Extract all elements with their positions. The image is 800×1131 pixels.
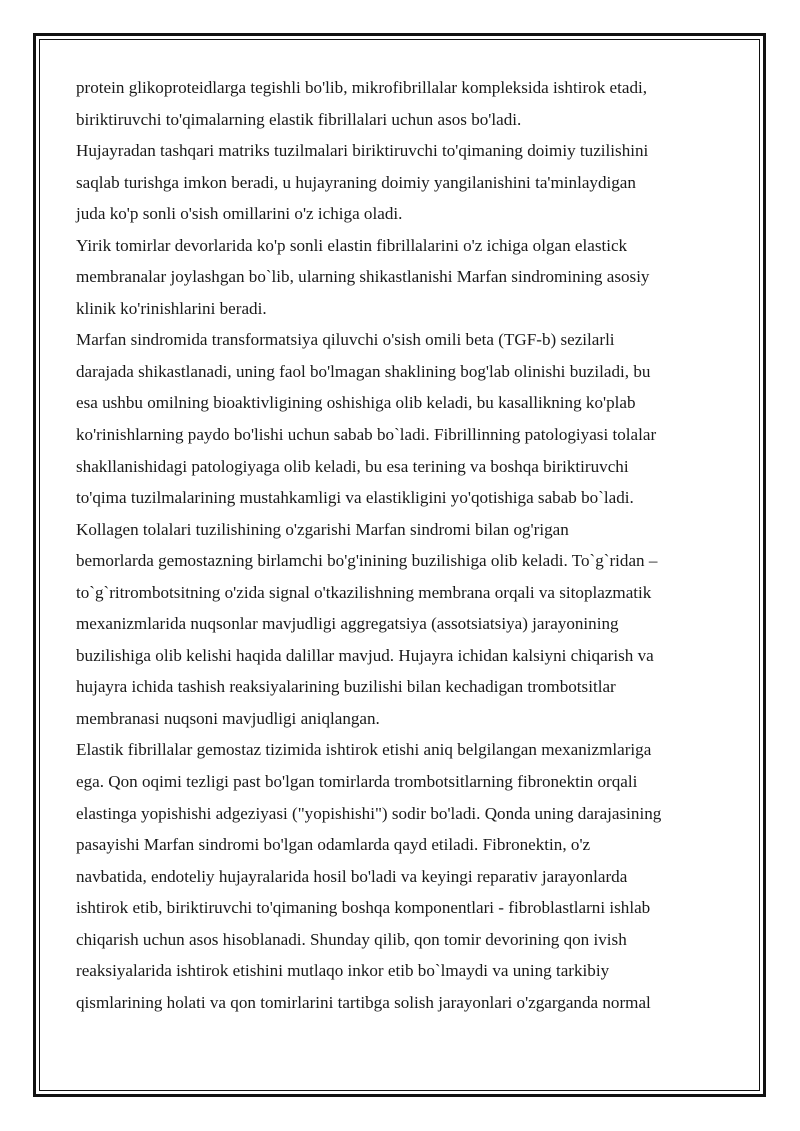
text-line: Elastik fibrillalar gemostaz tizimida ishtirok etishi aniq belgilangan mexanizmlariga xyxy=(76,740,652,760)
text-line: shakllanishidagi patologiyaga olib keladi, bu esa terining va boshqa biriktiruvchi xyxy=(76,456,629,476)
text-line: buzilishiga olib kelishi haqida dalillar mavjud. Hujayra ichidan kalsiyni chiqarish va xyxy=(76,645,654,665)
text-line: juda ko'p sonli o'sish omillarini o'z ichiga oladi. xyxy=(76,204,403,224)
text-line: membranalar joylashgan bo`lib, ularning shikastlanishi Marfan sindromining asosiy xyxy=(76,267,650,287)
text-line: klinik ko'rinishlarini beradi. xyxy=(76,298,267,318)
text-line: ishtirok etib, biriktiruvchi to'qimaning boshqa komponentlari - fibroblastlarni ishlab xyxy=(76,898,651,918)
document-body-text xyxy=(76,72,728,1018)
text-line: darajada shikastlanadi, uning faol bo'lmagan shaklining bog'lab olinishi buziladi, bu xyxy=(76,361,651,381)
text-line: hujayra ichida tashish reaksiyalarining buzilishi bilan kechadigan trombotsitlar xyxy=(76,677,616,697)
text-line: bemorlarda gemostazning birlamchi bo'g'inining buzilishiga olib keladi. To`g`ridan – xyxy=(76,551,658,571)
text-line: navbatida, endoteliy hujayralarida hosil bo'ladi va keyingi reparativ jarayonlarda xyxy=(76,866,628,886)
text-line: chiqarish uchun asos hisoblanadi. Shunday qilib, qon tomir devorining qon ivish xyxy=(76,929,627,949)
text-line: Marfan sindromida transformatsiya qiluvchi o'sish omili beta (TGF-b) sezilarli xyxy=(76,330,615,350)
text-line: protein glikoproteidlarga tegishli bo'lib, mikrofibrillalar kompleksida ishtirok etadi, xyxy=(76,78,648,97)
text-line: Hujayradan tashqari matriks tuzilmalari biriktiruvchi to'qimaning doimiy tuzilishini xyxy=(76,141,649,161)
text-line: pasayishi Marfan sindromi bo'lgan odamlarda qayd etiladi. Fibronektin, o'z xyxy=(76,835,591,855)
text-line: membranasi nuqsoni mavjudligi aniqlangan. xyxy=(76,708,380,728)
text-line: reaksiyalarida ishtirok etishini mutlaqo inkor etib bo`lmaydi va uning tarkibiy xyxy=(76,961,610,981)
text-line: Kollagen tolalari tuzilishining o'zgarishi Marfan sindromi bilan og'rigan xyxy=(76,519,569,539)
text-line: qismlarining holati va qon tomirlarini tartibga solish jarayonlari o'zgarganda normal xyxy=(76,992,651,1012)
text-line: mexanizmlarida nuqsonlar mavjudligi aggregatsiya (assotsiatsiya) jarayonining xyxy=(76,614,619,634)
text-line: ko'rinishlarning paydo bo'lishi uchun sabab bo`ladi. Fibrillinning patologiyasi tolalar xyxy=(76,425,657,445)
text-line: Yirik tomirlar devorlarida ko'p sonli elastin fibrillalarini o'z ichiga olgan elastick xyxy=(76,235,628,255)
text-line: esa ushbu omilning bioaktivligining oshishiga olib keladi, bu kasallikning ko'plab xyxy=(76,393,636,413)
text-line: to`g`ritrombotsitning o'zida signal o'tkazilishning membrana orqali va sitoplazmatik xyxy=(76,582,652,602)
text-line: saqlab turishga imkon beradi, u hujayraning doimiy yangilanishini ta'minlaydigan xyxy=(76,172,636,192)
text-line: ega. Qon oqimi tezligi past bo'lgan tomirlarda trombotsitlarning fibronektin orqali xyxy=(76,772,638,792)
text-line: elastinga yopishishi adgeziyasi ("yopishishi") sodir bo'ladi. Qonda uning darajasining xyxy=(76,803,662,823)
text-line: biriktiruvchi to'qimalarning elastik fibrillalari uchun asos bo'ladi. xyxy=(76,109,522,129)
text-line: to'qima tuzilmalarining mustahkamligi va elastikligini yo'qotishiga sabab bo`ladi. xyxy=(76,488,634,508)
